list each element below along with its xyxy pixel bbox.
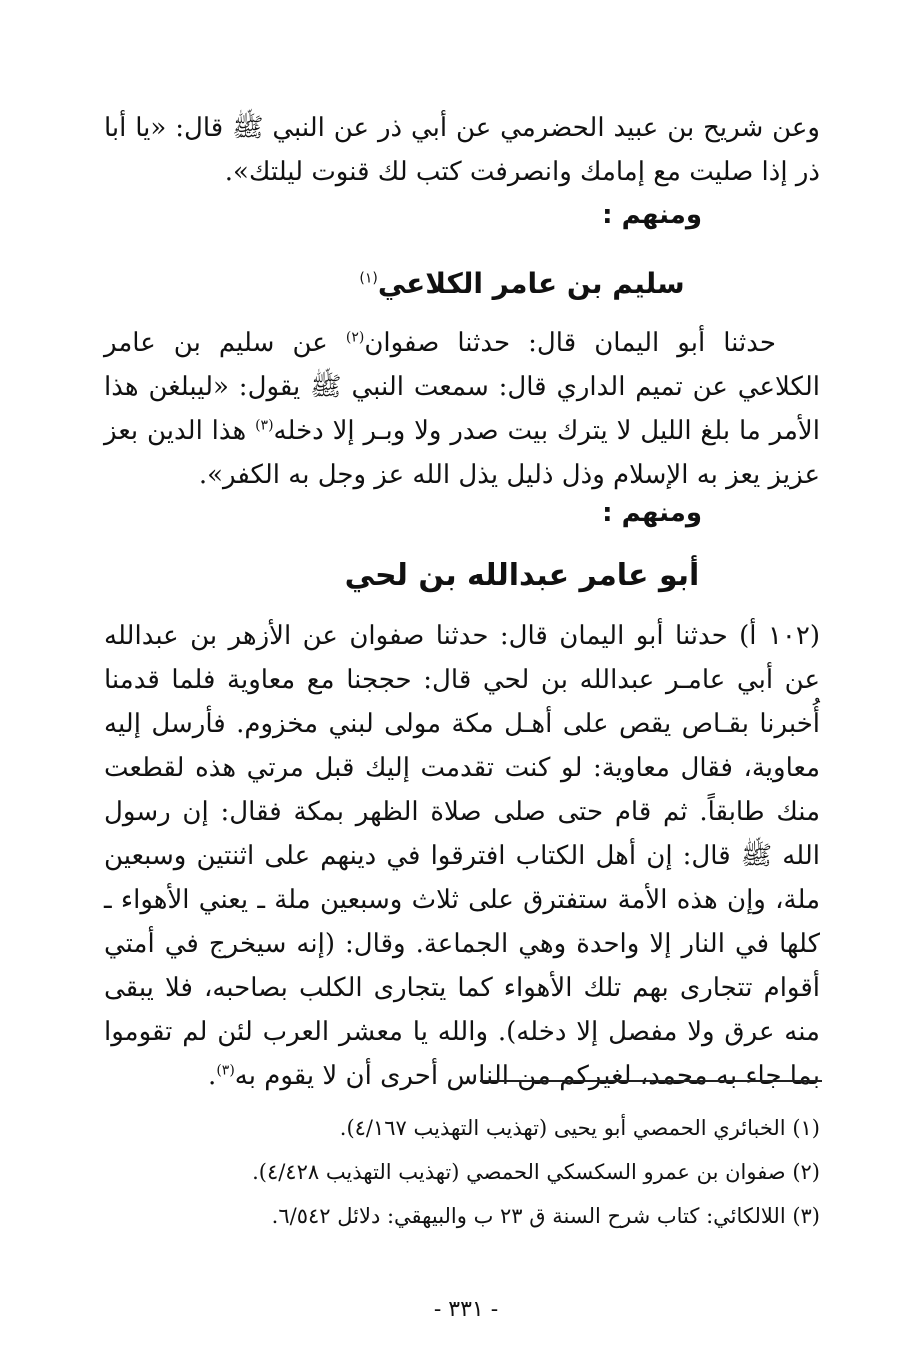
paragraph-tamim-part-a: حدثنا أبو اليمان قال: حدثنا صفوان <box>364 328 776 358</box>
page-number: - ٣٣١ - <box>433 1297 499 1322</box>
paragraph-tamim-hadith <box>104 321 820 497</box>
paragraph-tamim-part-b: عن سليم بن عامر الكلاعي عن تميم الداري قال: سمعت النبي ﷺ يقول: «ليبلغن هذا الأمر ما بلغ الليل لا يترك بيت صدر ولا وبـر إلا دخله <box>104 328 820 446</box>
narrator-heading-abu-amir: أبو عامر عبدالله بن لحي <box>344 558 700 593</box>
paragraph-shurayh-hadith: وعن شريح بن عبيد الحضرمي عن أبي ذر عن النبي ﷺ قال: «يا أبا ذر إذا صليت مع إمامك وانصرفت كتب لك قنوت ليلتك». <box>104 113 820 187</box>
narrator-name-sulaym: سليم بن عامر الكلاعي <box>377 267 685 300</box>
paragraph-abu-amir-text: (١٠٢ أ) حدثنا أبو اليمان قال: حدثنا صفوان عن الأزهر بن عبدالله عن أبي عامـر عبدالله بن لحي قال: حججنا مع معاوية فلما قدمنا أُخبرنا بقـاص يقص على أهـل مكة مولى لبني مخزوم. فأرسل إليه معاوية، فقال معاوية: لو كنت تقدمت إليك قبل مرتي هذه لقطعت منك طابقاً. ثم قام حتى صلى صلاة الظهر بمكة فقال: إن رسول الله ﷺ قال: إن أهل الكتاب افترقوا في دينهم على اثنتين وسبعين ملة، وإن هذه الأمة ستفترق على ثلاث وسبعين ملة ـ يعني الأهواء ـ كلها في النار إلا واحدة وهي الجماعة. وقال: (إنه سيخرج في أمتي أقوام تتجارى بهم تلك الأهواء كما يتجارى الكلب بصاحبه، فلا يبقى منه عرق ولا مفصل إلا دخله). والله يا معشر العرب لئن لم تقوموا بما جاء به محمد، لغيركم من الناس أحرى أن لا يقوم به <box>104 621 820 1091</box>
footnote-2: (٢) صفوان بن عمرو السكسكي الحمصي (تهذيب التهذيب ٤/٤٢٨). <box>252 1160 820 1184</box>
section-heading-minhum-1: ومنهم : <box>602 200 702 230</box>
paragraph-tamim-part-c: هذا الدين بعز عزيز يعز به الإسلام وذل ذليل يذل الله عز وجل به الكفر». <box>104 416 820 490</box>
narrator-heading-sulaym <box>120 262 924 306</box>
footnote-1: (١) الخبائري الحمصي أبو يحيى (تهذيب التهذيب ٤/١٦٧). <box>339 1116 820 1140</box>
footnote-mark-3: (٣) <box>216 1062 235 1079</box>
footnote-mark-1: (١) <box>359 270 378 287</box>
footnote-separator-rule <box>480 1080 822 1082</box>
paragraph-abu-amir-hadith <box>104 614 820 1098</box>
footnotes-section <box>104 1106 820 1238</box>
footnote-3: (٣) اللالكائي: كتاب شرح السنة ق ٢٣ ب والبيهقي: دلائل ٦/٥٤٢. <box>271 1204 820 1228</box>
paragraph-end-period: . <box>208 1061 217 1091</box>
footnote-mark-2: (٢) <box>345 329 365 346</box>
section-heading-minhum-2: ومنهم : <box>602 498 702 528</box>
footnote-mark-3-inline: (٣) <box>255 417 274 434</box>
